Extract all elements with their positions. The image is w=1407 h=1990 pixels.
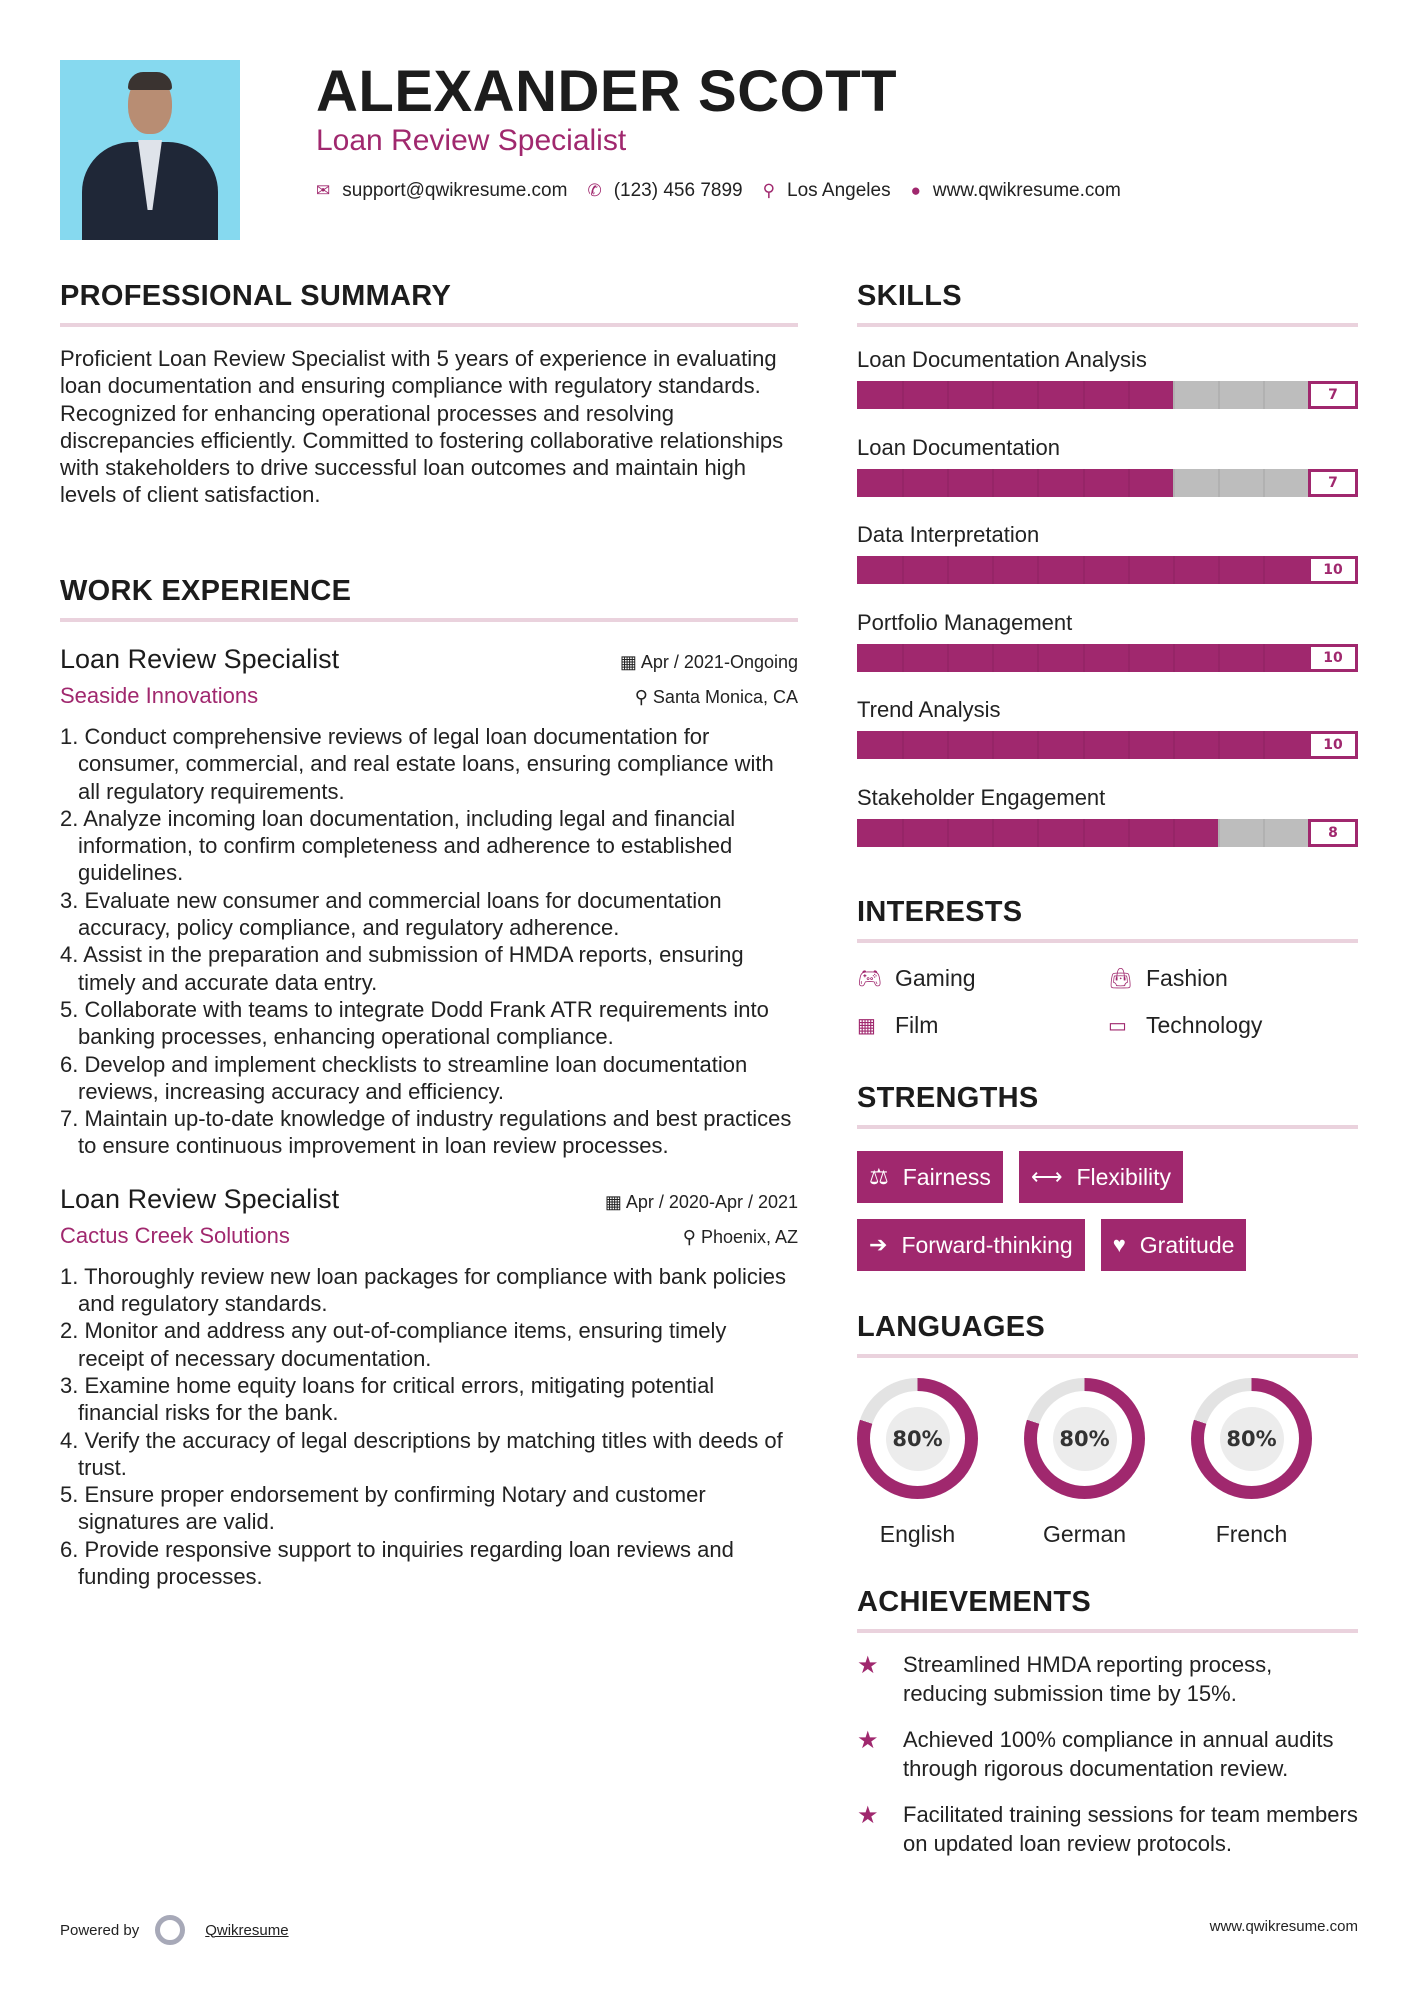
skill-track [857,644,1308,672]
skill-track [857,556,1308,584]
company-name: Cactus Creek Solutions [60,1222,290,1248]
powered-by-label: Powered by [60,1921,140,1939]
skills-section [857,280,1358,873]
divider [857,1354,1358,1358]
contact-email[interactable]: support@qwikresume.com [342,180,568,201]
bar-segment-divider [947,644,949,672]
bar-segment-divider [1128,644,1130,672]
shopping-bag-icon: 👜︎ [1108,968,1134,990]
skill-bar [857,731,1358,759]
bar-segment-divider [992,381,994,409]
language-name: German [1042,1521,1127,1547]
shooting-star-icon: ★ [857,1652,879,1679]
section-heading: PROFESSIONAL SUMMARY [60,280,452,312]
bar-segment-divider [902,556,904,584]
achievement-item [857,1801,1358,1858]
powered-by [60,1915,289,1945]
list-item: 2. Analyze incoming loan documentation, including legal and financial information, to confirm completeness and adherence to established guidelines. [60,805,736,886]
qwikresume-link[interactable]: Qwikresume [205,1921,289,1939]
profile-photo [60,60,240,240]
divider [60,618,798,622]
section-heading: INTERESTS [857,896,1023,928]
job-header [60,1184,798,1215]
job-location-text: Santa Monica, CA [652,687,798,707]
job-dates [620,652,798,673]
language-name: French [1215,1521,1288,1547]
bar-segment-divider [1083,381,1085,409]
skill-bar [857,819,1358,847]
language-item [1024,1378,1191,1548]
list-item: 4. Verify the accuracy of legal descriptions by matching titles with deeds of trust. [60,1427,783,1480]
bar-segment-divider [1263,819,1265,847]
bar-segment-divider [1263,556,1265,584]
section-heading: WORK EXPERIENCE [60,575,352,607]
contact-bar [316,180,1141,202]
skill-item [857,610,1358,698]
bar-segment-divider [947,469,949,497]
skill-track [857,731,1308,759]
bar-segment-divider [902,731,904,759]
bar-segment-divider [1218,469,1220,497]
bar-segment-divider [992,731,994,759]
company-name: Seaside Innovations [60,683,259,708]
skill-fill [857,381,1173,409]
divider [857,939,1358,943]
list-item: 3. Examine home equity loans for critical errors, mitigating potential financial risks for the bank. [60,1372,715,1426]
bar-segment-divider [1218,381,1220,409]
achievement-text: Streamlined HMDA reporting process, reducing submission time by 15%. [903,1652,1273,1706]
job-title: Loan Review Specialist [60,1183,340,1214]
bar-segment-divider [1083,644,1085,672]
language-donut [857,1378,978,1499]
pin-icon: ⚲ [634,687,653,707]
bar-segment-divider [947,556,949,584]
summary-section [60,280,798,509]
interest-label: Film [895,1012,939,1038]
skill-value: 7 [1308,469,1358,497]
bar-segment-divider [1218,556,1220,584]
bar-segment-divider [1037,556,1039,584]
donut-inner [1037,1391,1132,1486]
strength-label: Gratitude [1139,1231,1235,1258]
list-item: 6. Develop and implement checklists to streamline loan documentation reviews, increasing accuracy and efficiency. [60,1051,748,1104]
bar-segment-divider [1218,731,1220,759]
list-item: 1. Thoroughly review new loan packages for compliance with bank policies and regulatory standards. [60,1263,786,1317]
strength-badge [857,1219,1085,1271]
job-dates [605,1192,798,1213]
skill-bar [857,381,1358,409]
strength-badge [1019,1151,1183,1203]
skill-value: 10 [1308,556,1358,584]
bar-segment-divider [1218,644,1220,672]
list-item: 2. Monitor and address any out-of-compliance items, ensuring timely receipt of necessary documentation. [60,1318,727,1371]
skill-value: 8 [1308,819,1358,847]
interest-label: Technology [1146,1012,1263,1038]
job-title: Loan Review Specialist [60,644,340,674]
skill-name: Loan Documentation [857,434,1061,460]
skill-name: Trend Analysis [857,697,1001,723]
strength-label: Flexibility [1076,1163,1172,1190]
phone-icon: ✆ [587,181,602,200]
interest-item [857,1012,1108,1039]
skill-name: Portfolio Management [857,609,1073,635]
bar-segment-divider [1173,819,1175,847]
bar-segment-divider [1263,381,1265,409]
skill-item [857,785,1358,873]
skill-name: Loan Documentation Analysis [857,347,1147,372]
candidate-title: Loan Review Specialist [316,124,627,157]
skill-item [857,347,1358,435]
map-pin-icon: ⚲ [762,181,776,200]
bar-segment-divider [1173,469,1175,497]
list-item: 5. Collaborate with teams to integrate Dodd Frank ATR requirements into banking processes, enhancing operational compliance. [60,996,769,1050]
language-donut [1024,1378,1145,1499]
bar-segment-divider [1128,556,1130,584]
summary-text: Proficient Loan Review Specialist with 5 years of experience in evaluating loan documentation and ensuring compliance with regulatory standards. Recognized for enhancing operational processes and resolving discrepancies efficiently. Committed to fostering collaborative relationships with stakeholders to drive successful loan outcomes and maintain high levels of client satisfaction. [60,346,784,508]
strength-label: Forward-thinking [901,1231,1073,1258]
interest-item [1108,1012,1358,1039]
strengths-section [857,1082,1358,1271]
achievements-section [857,1586,1358,1858]
bar-segment-divider [1037,819,1039,847]
bar-segment-divider [1083,469,1085,497]
bar-segment-divider [947,819,949,847]
contact-location: Los Angeles [787,180,891,201]
bar-segment-divider [1037,469,1039,497]
language-item [857,1378,1024,1548]
contact-website[interactable]: www.qwikresume.com [932,180,1121,201]
responsibilities-list [60,723,798,1160]
envelope-icon: ✉ [316,181,331,200]
achievement-text: Achieved 100% compliance in annual audits through rigorous documentation review. [903,1727,1334,1781]
section-heading: ACHIEVEMENTS [857,1586,1092,1618]
job-location-text: Phoenix, AZ [700,1226,798,1247]
job-entry [60,644,798,1160]
bar-segment-divider [947,381,949,409]
section-heading: LANGUAGES [857,1311,1045,1343]
skill-bar [857,469,1358,497]
skill-track [857,819,1308,847]
globe-icon: ● [910,181,921,200]
strength-badge [857,1151,1003,1203]
achievement-item [857,1726,1358,1783]
bar-segment-divider [1263,731,1265,759]
bar-segment-divider [1083,556,1085,584]
interest-label: Gaming [895,965,976,991]
bar-segment-divider [1083,731,1085,759]
job-dates-text: Apr / 2020-Apr / 2021 [625,1191,798,1212]
strength-badge [1101,1219,1247,1271]
languages-section [857,1311,1358,1548]
shooting-star-icon: ★ [857,1802,879,1829]
strength-label: Fairness [902,1163,991,1190]
skill-bar [857,644,1358,672]
interests-section [857,896,1358,1039]
language-percent: 80% [1053,1407,1117,1471]
job-subheader [60,683,798,709]
job-entry [60,1184,798,1591]
list-item: 3. Evaluate new consumer and commercial loans for documentation accuracy, policy compliance, and regulatory adherence. [60,887,722,941]
skill-item [857,522,1358,610]
bar-segment-divider [1037,644,1039,672]
bar-segment-divider [1037,381,1039,409]
bar-segment-divider [1263,644,1265,672]
donut-inner [1204,1391,1299,1486]
skill-name: Stakeholder Engagement [857,784,1106,810]
language-name: English [879,1521,956,1547]
footer-website[interactable]: www.qwikresume.com [1209,1918,1358,1935]
bar-segment-divider [1173,644,1175,672]
section-heading: SKILLS [857,280,962,312]
film-icon: ▦ [857,1015,876,1037]
bar-segment-divider [992,556,994,584]
bar-segment-divider [992,819,994,847]
pin-icon: ⚲ [682,1226,701,1247]
divider [60,323,798,327]
job-header [60,644,798,675]
bar-segment-divider [1128,819,1130,847]
skill-value: 10 [1308,731,1358,759]
qwikresume-logo-icon [155,1915,185,1945]
section-heading: STRENGTHS [857,1082,1039,1114]
candidate-name: ALEXANDER SCOTT [316,59,898,124]
calendar-icon: ▦ [604,1191,626,1212]
bar-segment-divider [902,644,904,672]
skill-bar [857,556,1358,584]
bar-segment-divider [992,644,994,672]
language-donut [1191,1378,1312,1499]
interest-label: Fashion [1146,965,1228,991]
contact-phone[interactable]: (123) 456 7899 [613,180,743,201]
skill-value: 7 [1308,381,1358,409]
bar-segment-divider [1263,469,1265,497]
list-item: 4. Assist in the preparation and submission of HMDA reports, ensuring timely and accurate data entry. [60,942,744,995]
bar-segment-divider [1128,731,1130,759]
bar-segment-divider [1218,819,1220,847]
bar-segment-divider [992,469,994,497]
achievement-text: Facilitated training sessions for team members on updated loan review protocols. [903,1802,1358,1856]
language-percent: 80% [886,1407,950,1471]
shooting-star-icon: ★ [857,1727,879,1754]
bar-segment-divider [1128,469,1130,497]
skill-fill [857,469,1173,497]
donut-inner [870,1391,965,1486]
bar-segment-divider [1173,556,1175,584]
arrows-horizontal-icon: ⟷ [1030,1164,1063,1189]
heart-icon: ♥ [1112,1232,1126,1257]
language-item [1191,1378,1358,1548]
bar-segment-divider [902,381,904,409]
divider [857,1629,1358,1633]
laptop-icon: ▭ [1108,1015,1127,1037]
list-item: 7. Maintain up-to-date knowledge of industry regulations and best practices to ensure continuous improvement in loan review processes. [60,1106,792,1159]
skill-name: Data Interpretation [857,522,1040,548]
responsibilities-list [60,1263,798,1591]
job-location [683,1227,798,1248]
arrow-right-icon: ➔ [869,1232,888,1257]
interest-item [1108,965,1358,992]
list-item: 6. Provide responsive support to inquiries regarding loan reviews and funding processes. [60,1536,734,1590]
achievement-item [857,1651,1358,1708]
divider [857,1125,1358,1129]
skill-track [857,381,1308,409]
interest-item [857,965,1108,992]
language-percent: 80% [1220,1407,1284,1471]
list-item: 1. Conduct comprehensive reviews of legal loan documentation for consumer, commercial, and real estate loans, ensuring compliance with all regulatory requirements. [60,724,774,804]
skill-track [857,469,1308,497]
job-dates-text: Apr / 2021-Ongoing [640,652,798,672]
bar-segment-divider [1173,731,1175,759]
skill-item [857,697,1358,785]
bar-segment-divider [1128,381,1130,409]
bar-segment-divider [1173,381,1175,409]
skill-item [857,435,1358,523]
experience-section [60,575,798,1590]
bar-segment-divider [1037,731,1039,759]
job-location [635,687,798,708]
list-item: 5. Ensure proper endorsement by confirming Notary and customer signatures are valid. [60,1482,706,1535]
bar-segment-divider [902,819,904,847]
bar-segment-divider [1083,819,1085,847]
bar-segment-divider [902,469,904,497]
gamepad-icon: 🎮︎ [857,968,883,990]
job-subheader [60,1223,798,1249]
divider [857,323,1358,327]
calendar-icon: ▦ [619,652,641,672]
skill-value: 10 [1308,644,1358,672]
balance-scale-icon: ⚖ [869,1164,889,1189]
bar-segment-divider [947,731,949,759]
